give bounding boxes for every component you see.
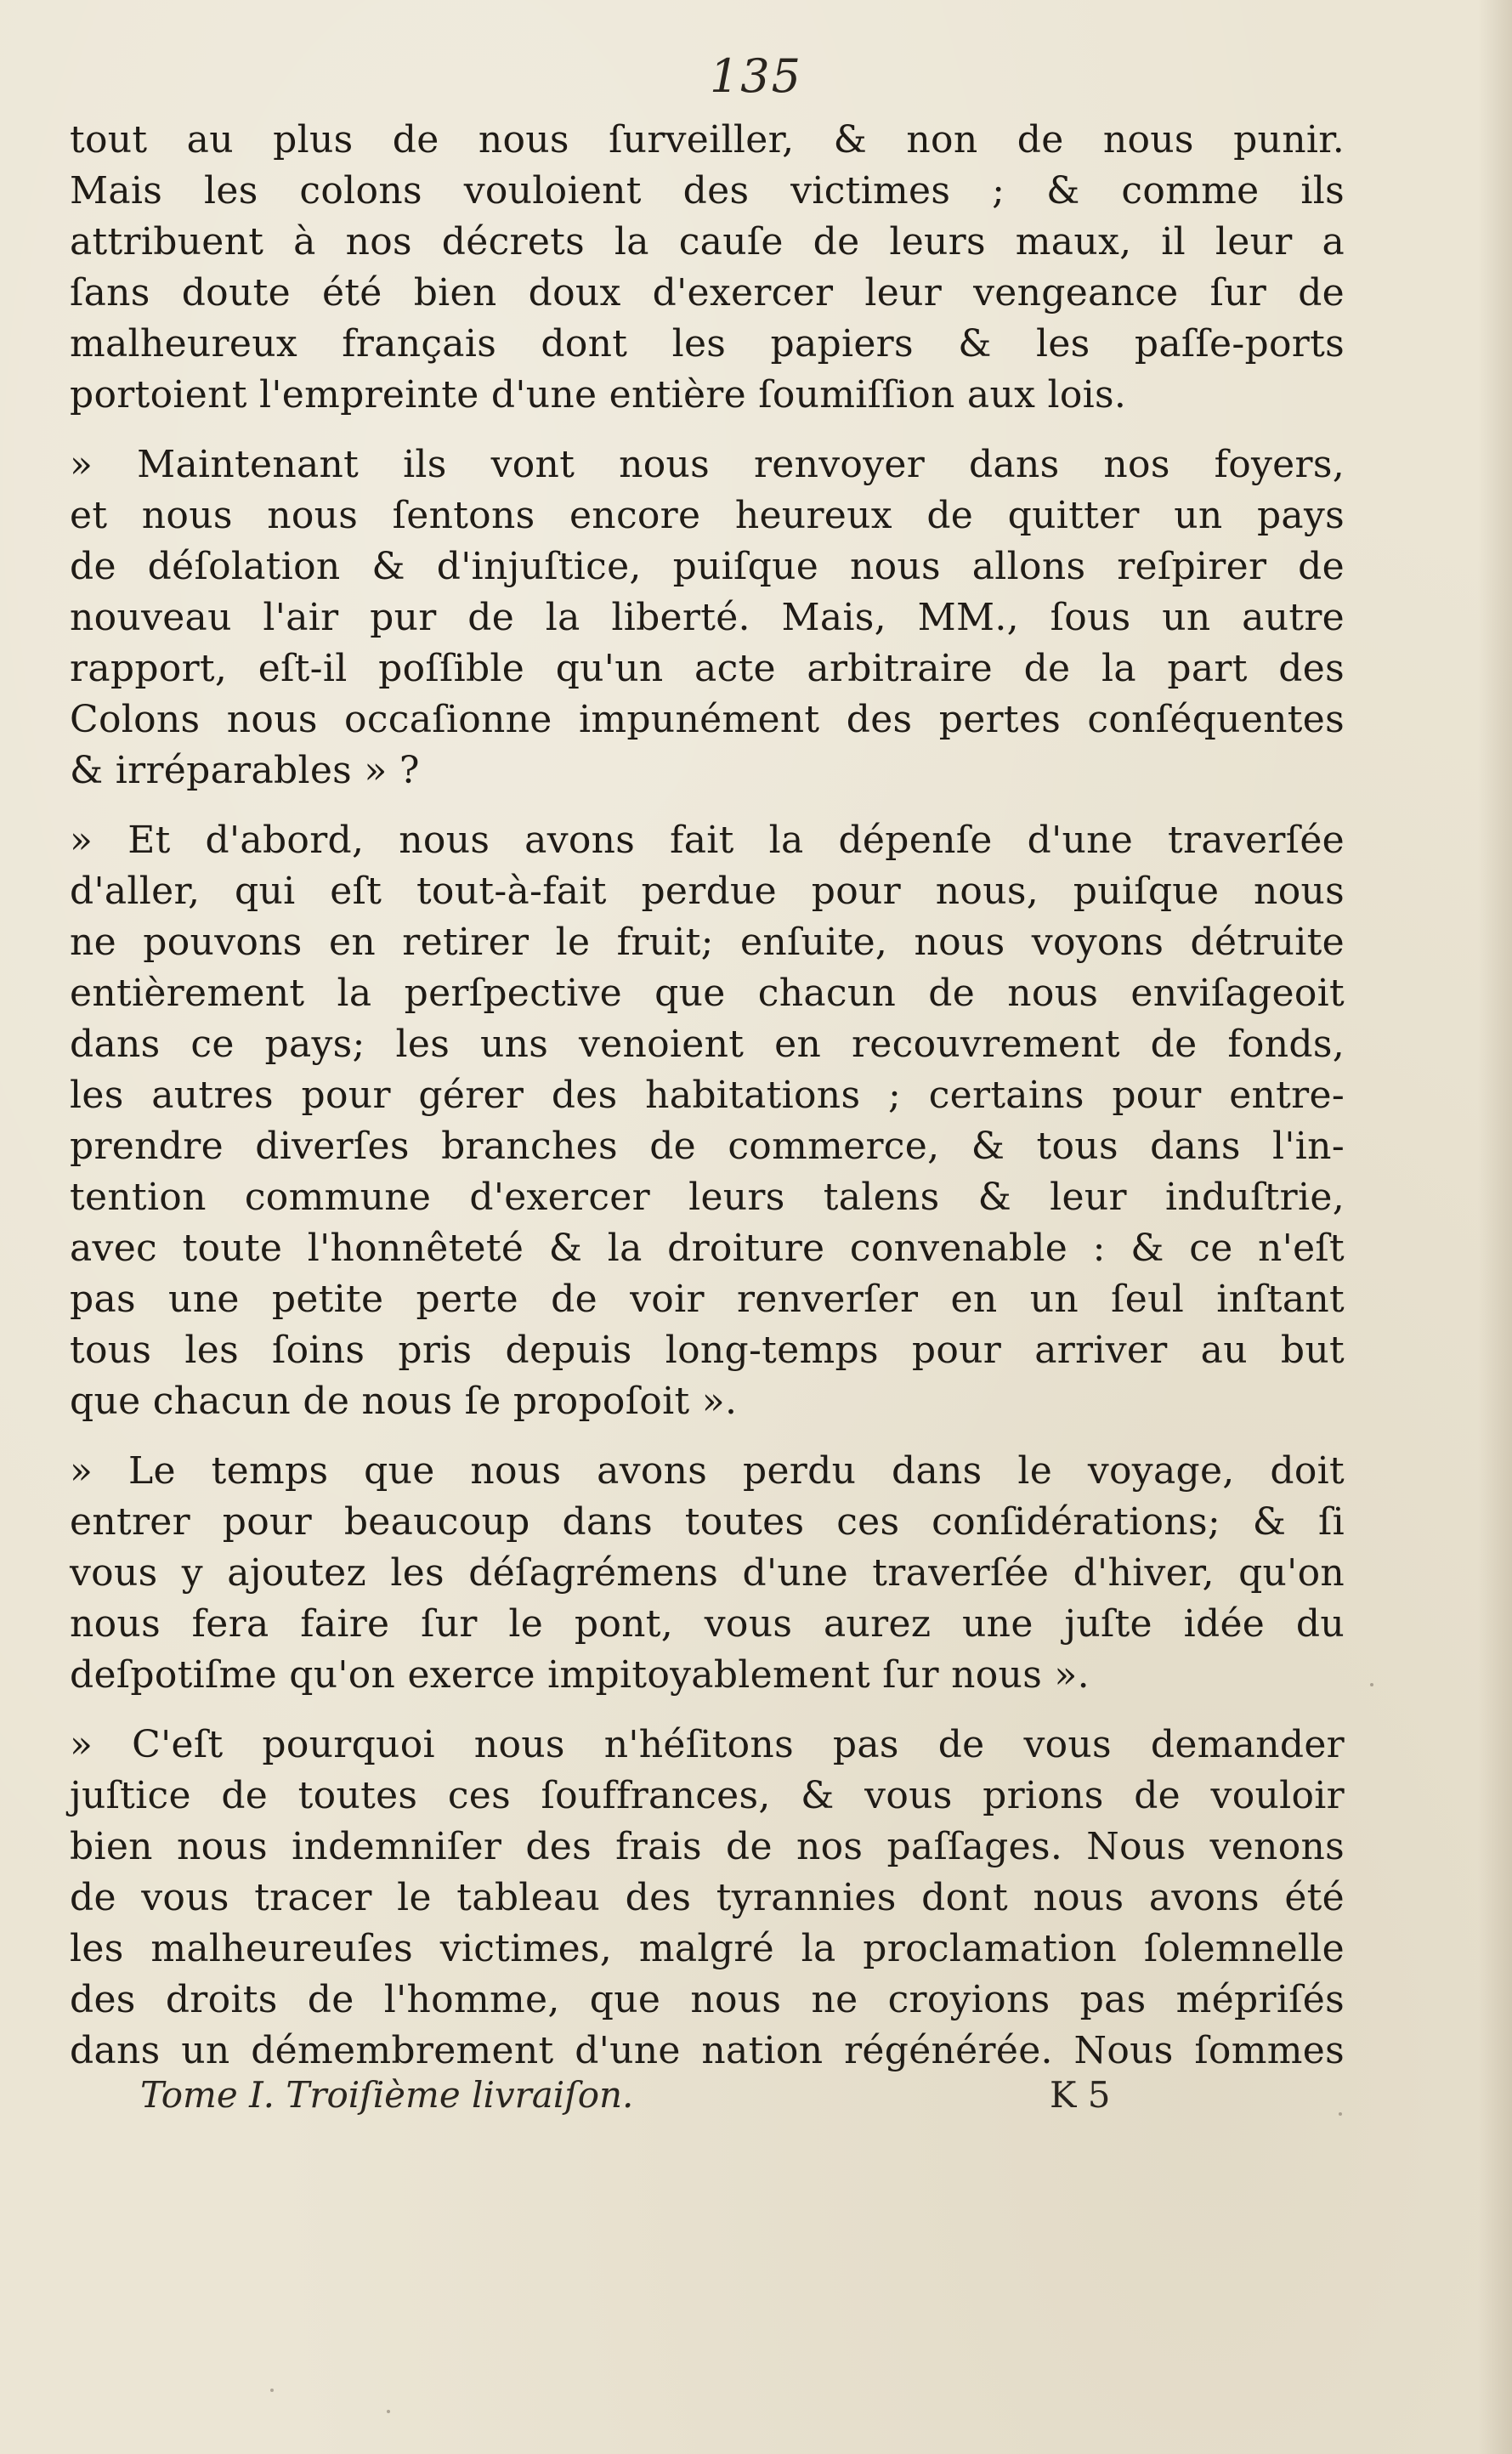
text-line: entièrement la perſpective que chacun de nous enviſageoit (70, 972, 1345, 1015)
text-line: portoient l'empreinte d'une entière ſoumiſſion aux lois. (70, 373, 1127, 417)
body-text (70, 115, 1345, 2095)
text-line: les autres pour gérer des habitations ; certains pour entre- (70, 1074, 1345, 1117)
text-line: des droits de l'homme, que nous ne croyions pas mépriſés (70, 1978, 1345, 2021)
text-line: rapport, eſt-il poſſible qu'un acte arbitraire de la part des (70, 647, 1345, 690)
text-line: les malheureuſes victimes, malgré la proclamation ſolemnelle (70, 1927, 1345, 1970)
paper-speck (270, 2389, 274, 2392)
text-line: ſans doute été bien doux d'exercer leur vengeance ſur de (70, 271, 1345, 315)
text-line: nouveau l'air pur de la liberté. Mais, MM., ſous un autre (70, 596, 1345, 639)
text-line: attribuent à nos décrets la cauſe de leurs maux, il leur a (70, 220, 1345, 264)
text-line: tout au plus de nous ſurveiller, & non de nous punir. (70, 118, 1345, 162)
text-line: » C'eſt pourquoi nous n'héſitons pas de vous demander (70, 1723, 1345, 1766)
text-line: de vous tracer le tableau des tyrannies dont nous avons été (70, 1876, 1345, 1919)
text-line: que chacun de nous ſe propoſoit ». (70, 1380, 738, 1423)
text-line: tous les ſoins pris depuis long-temps pour arriver au but (70, 1329, 1345, 1372)
text-line: avec toute l'honnêteté & la droiture convenable : & ce n'eſt (70, 1227, 1345, 1270)
paper-speck (1370, 1683, 1373, 1686)
text-line: Mais les colons vouloient des victimes ; & comme ils (70, 169, 1345, 213)
text-line: entrer pour beaucoup dans toutes ces conſidérations; & ſi (70, 1500, 1345, 1544)
text-line: deſpotiſme qu'on exerce impitoyablement ſur nous ». (70, 1653, 1090, 1697)
text-line: et nous nous ſentons encore heureux de quitter un pays (70, 494, 1345, 537)
paragraph-1 (70, 115, 1345, 421)
paragraph-5 (70, 1720, 1345, 2077)
text-line: tention commune d'exercer leurs talens & leur induſtrie, (70, 1176, 1345, 1219)
text-line: bien nous indemniſer des frais de nos paſſages. Nous venons (70, 1825, 1345, 1868)
text-line: vous y ajoutez les déſagrémens d'une traverſée d'hiver, qu'on (70, 1551, 1345, 1595)
text-line: ne pouvons en retirer le fruit; enſuite, nous voyons détruite (70, 921, 1345, 964)
text-line: dans un démembrement d'une nation régénérée. Nous ſommes (70, 2029, 1345, 2072)
paper-speck (1339, 2112, 1342, 2116)
volume-label: Tome I. Troiſième livraiſon. (140, 2074, 634, 2116)
text-line: prendre diverſes branches de commerce, & tous dans l'in- (70, 1125, 1345, 1168)
paragraph-4 (70, 1446, 1345, 1701)
paragraph-2 (70, 439, 1345, 796)
text-line: dans ce pays; les uns venoient en recouvrement de fonds, (70, 1023, 1345, 1066)
text-line: Colons nous occaſionne impunément des pertes conſéquentes (70, 698, 1345, 741)
text-line: » Et d'abord, nous avons fait la dépenſe d'une traverſée (70, 819, 1345, 862)
page-number: 135 (709, 49, 803, 103)
text-line: d'aller, qui eſt tout-à-fait perdue pour nous, puiſque nous (70, 870, 1345, 913)
text-line: malheureux français dont les papiers & les paſſe-ports (70, 322, 1345, 366)
text-line: nous fera faire ſur le pont, vous aurez une juſte idée du (70, 1602, 1345, 1646)
text-line: & irréparables » ? (70, 749, 420, 792)
text-line: de déſolation & d'injuſtice, puiſque nous allons reſpirer de (70, 545, 1345, 588)
text-line: » Maintenant ils vont nous renvoyer dans nos foyers, (70, 443, 1345, 486)
page-edge-shadow (1478, 0, 1512, 2454)
text-line: pas une petite perte de voir renverſer en un ſeul inſtant (70, 1278, 1345, 1321)
text-line: juſtice de toutes ces ſouffrances, & vous prions de vouloir (70, 1774, 1345, 1817)
text-line: » Le temps que nous avons perdu dans le voyage, doit (70, 1449, 1345, 1493)
paragraph-3 (70, 815, 1345, 1427)
paper-speck (387, 2410, 390, 2413)
signature-mark: K 5 (1050, 2074, 1111, 2116)
